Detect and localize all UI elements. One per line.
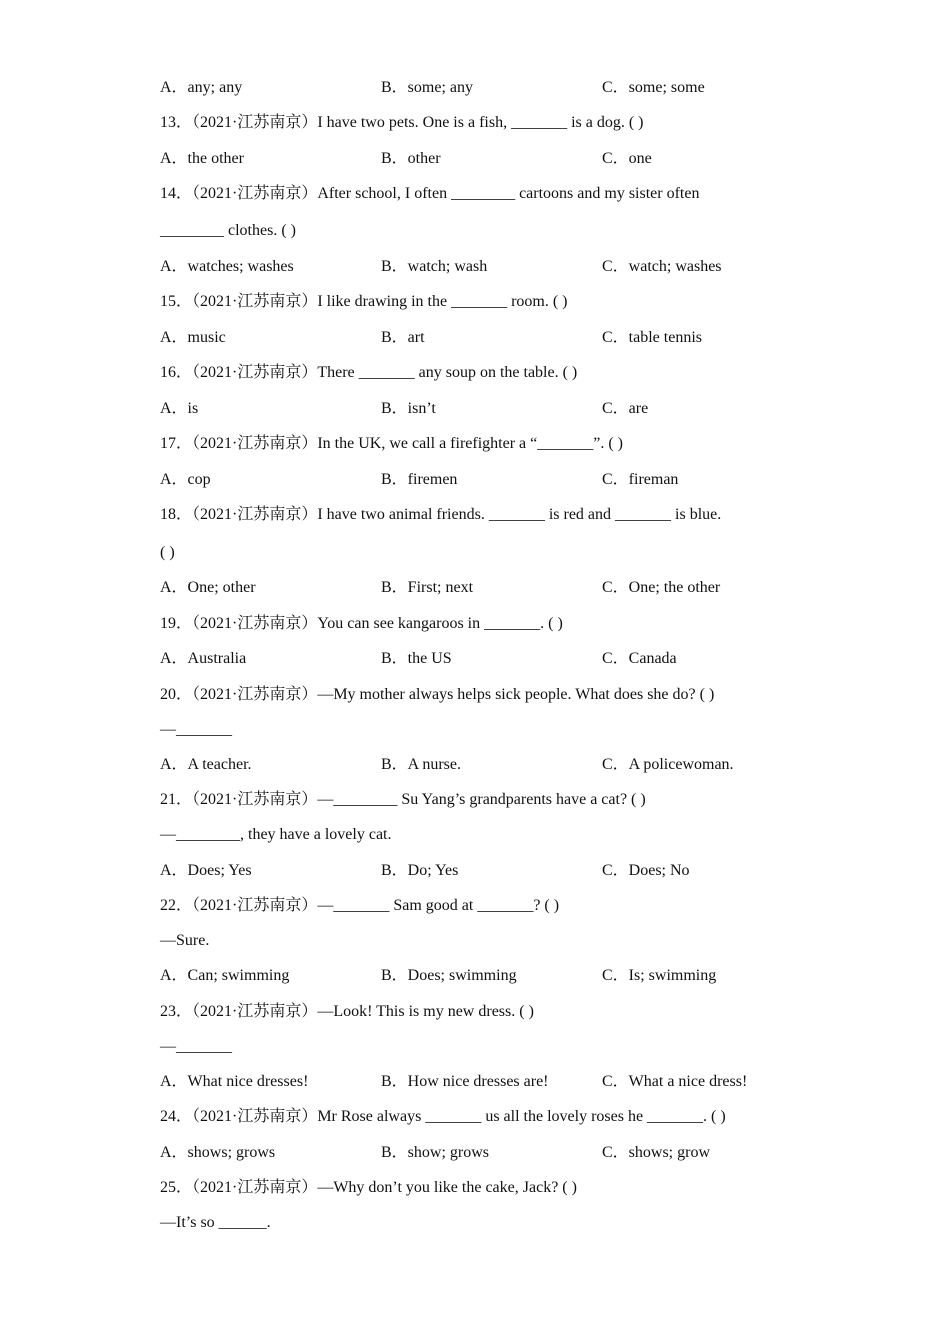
option-c: C．A policewoman. [602, 756, 734, 773]
option-c: C．shows; grow [602, 1144, 711, 1161]
question-20-answer: —_______ [160, 721, 232, 738]
question-20: 20．（2021·江苏南京）—My mother always helps sick people. What does she do? ( ) [160, 686, 715, 703]
option-c: C．one [602, 150, 652, 167]
question-25-answer: —It’s so ______. [160, 1214, 271, 1231]
question-25: 25．（2021·江苏南京）—Why don’t you like the cake, Jack? ( ) [160, 1179, 577, 1196]
option-a: A．What nice dresses! [160, 1073, 309, 1090]
question-18-cont: ( ) [160, 544, 175, 561]
option-c: C．are [602, 400, 649, 417]
option-a: A．Australia [160, 650, 247, 667]
question-23: 23．（2021·江苏南京）—Look! This is my new dress. ( ) [160, 1003, 534, 1020]
option-b: B．First; next [381, 579, 474, 596]
option-c: C．One; the other [602, 579, 721, 596]
question-24: 24．（2021·江苏南京）Mr Rose always _______ us all the lovely roses he _______. ( ) [160, 1108, 726, 1125]
option-b: B．Does; swimming [381, 967, 517, 984]
option-a: A．music [160, 329, 226, 346]
question-14-cont: ________ clothes. ( ) [160, 222, 296, 239]
option-a: A．cop [160, 471, 211, 488]
option-c: C．What a nice dress! [602, 1073, 748, 1090]
option-a: A．the other [160, 150, 244, 167]
option-c: C．watch; washes [602, 258, 722, 275]
question-22-answer: —Sure. [160, 932, 210, 949]
option-b: B．Do; Yes [381, 862, 459, 879]
option-a: A．shows; grows [160, 1144, 276, 1161]
option-a: A．watches; washes [160, 258, 294, 275]
option-b: B．art [381, 329, 425, 346]
option-b: B．other [381, 150, 441, 167]
option-a: A．A teacher. [160, 756, 252, 773]
question-18: 18．（2021·江苏南京）I have two animal friends. _______ is red and _______ is blue. [160, 506, 722, 523]
option-b: B．firemen [381, 471, 458, 488]
question-14: 14．（2021·江苏南京）After school, I often ________ cartoons and my sister often [160, 185, 700, 202]
option-b: B．watch; wash [381, 258, 488, 275]
option-c: C．Is; swimming [602, 967, 717, 984]
option-b: B．A nurse. [381, 756, 462, 773]
option-a: A．Can; swimming [160, 967, 290, 984]
option-b: B．isn’t [381, 400, 436, 417]
question-21-answer: —________, they have a lovely cat. [160, 826, 392, 843]
option-c: C．Canada [602, 650, 677, 667]
question-15: 15．（2021·江苏南京）I like drawing in the _______ room. ( ) [160, 293, 568, 310]
question-16: 16．（2021·江苏南京）There _______ any soup on the table. ( ) [160, 364, 578, 381]
option-a: A．One; other [160, 579, 256, 596]
option-b: B．the US [381, 650, 452, 667]
option-a: A．is [160, 400, 199, 417]
option-b: B．show; grows [381, 1144, 490, 1161]
option-c: C．some; some [602, 79, 705, 96]
question-17: 17．（2021·江苏南京）In the UK, we call a firefighter a “_______”. ( ) [160, 435, 623, 452]
question-23-answer: —_______ [160, 1038, 232, 1055]
question-22: 22．（2021·江苏南京）—_______ Sam good at _______? ( ) [160, 897, 560, 914]
question-13: 13．（2021·江苏南京）I have two pets. One is a fish, _______ is a dog. ( ) [160, 114, 644, 131]
option-c: C．Does; No [602, 862, 690, 879]
option-a: A．any; any [160, 79, 243, 96]
option-b: B．some; any [381, 79, 473, 96]
question-21: 21．（2021·江苏南京）—________ Su Yang’s grandparents have a cat? ( ) [160, 791, 646, 808]
option-a: A．Does; Yes [160, 862, 252, 879]
option-c: C．fireman [602, 471, 679, 488]
question-19: 19．（2021·江苏南京）You can see kangaroos in _______. ( ) [160, 615, 563, 632]
option-c: C．table tennis [602, 329, 702, 346]
option-b: B．How nice dresses are! [381, 1073, 549, 1090]
